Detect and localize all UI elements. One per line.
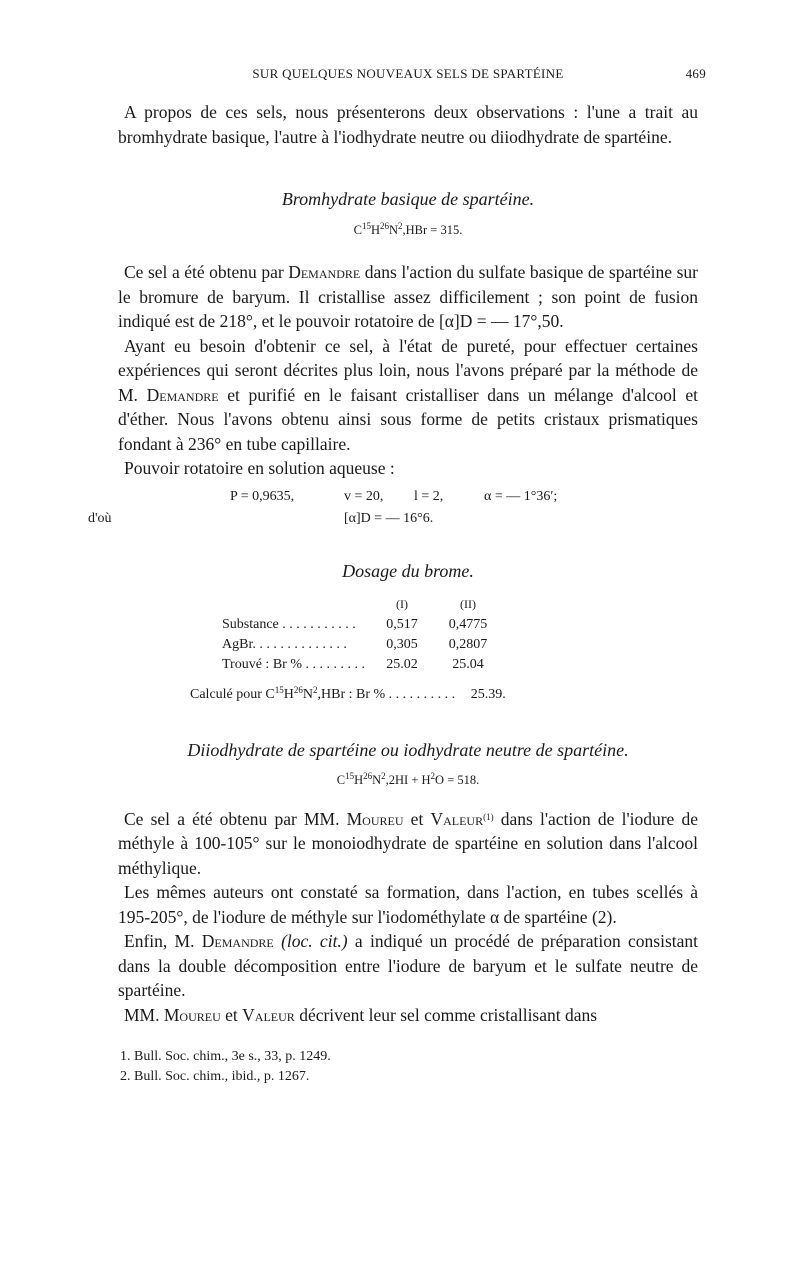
footnote-1: 1. Bull. Soc. chim., 3e s., 33, p. 1249.: [120, 1049, 331, 1064]
text-span: H: [283, 687, 294, 702]
section-title-dosage: Dosage du brome.: [342, 560, 474, 581]
formula-c: C: [353, 222, 362, 237]
text-span: Ce sel a été obtenu par: [124, 262, 289, 282]
formula-n-sub: 2: [398, 220, 403, 231]
table-row: [218, 615, 501, 635]
table-row: [218, 655, 501, 675]
author-name: Demandre: [146, 384, 219, 405]
text-span: Ce sel a été obtenu par MM.: [124, 808, 347, 829]
subscript: 26: [293, 685, 303, 695]
text-span: dans l'action de l'iodure de méthyle à 100-105° sur le monoiodhydrate de spartéine en solution dans l'alcool méthylique.: [118, 808, 698, 878]
paragraph-same-authors: Les mêmes auteurs ont constaté sa formation, dans l'action, en tubes scellés à 195-205°, de l'iodure de méthyle sur l'iodométhylate α de spartéine (2).: [118, 882, 698, 927]
row-label: Substance . . . . . . . . . . .: [222, 617, 356, 632]
row-label: AgBr. . . . . . . . . . . . . .: [222, 637, 347, 652]
row-value-2: 0,2807: [448, 637, 488, 652]
row-value-2: 0,4775: [448, 617, 488, 632]
row-label: Trouvé : Br % . . . . . . . . .: [222, 657, 365, 672]
section-title-bromhydrate: Bromhydrate basique de spartéine.: [281, 189, 535, 209]
calculated-value: 25.39.: [470, 687, 506, 702]
text-span: Enfin, M.: [124, 931, 202, 951]
running-header: [118, 62, 706, 86]
formula-c-sub: 15: [361, 220, 371, 231]
text-span: MM.: [124, 1004, 164, 1025]
formula-n: N: [389, 222, 399, 237]
author-name: Demandre: [201, 931, 274, 951]
author-name: Moureu: [163, 1004, 221, 1025]
calc-result: [α]D = — 16°6.: [344, 510, 434, 526]
row-value-1: 25.02: [386, 657, 418, 672]
formula-h-sub: 26: [363, 771, 373, 781]
page-number: 469: [685, 66, 706, 81]
footnote-2: 2. Bull. Soc. chim., ibid., p. 1267.: [120, 1069, 310, 1084]
author-name: Moureu: [346, 808, 404, 829]
author-name: Demandre: [288, 262, 361, 282]
paragraph-moureu-valeur: [118, 807, 698, 881]
row-value-1: 0,305: [386, 637, 418, 652]
calc-p: P = 0,9635,: [230, 488, 295, 504]
formula-diiodhydrate: [118, 768, 698, 793]
section-title-diiodhydrate: Diiodhydrate de spartéine ou iodhydrate neutre de spartéine.: [187, 739, 629, 760]
formula-h: H: [370, 222, 380, 237]
author-name: Valeur: [242, 1004, 295, 1025]
table-corner: [218, 593, 369, 615]
text-span: et: [403, 808, 431, 829]
subscript: 15: [274, 685, 284, 695]
paragraph-crystallize: [118, 1003, 698, 1028]
text-span: Calculé pour C: [190, 687, 275, 702]
subscript: 2: [313, 685, 318, 695]
text-span: et purifié en le faisant cristalliser dans un mélange d'alcool et d'éther. Nous l'avons obtenu ainsi sous forme de petits cristaux prismatiques fondant à 236° en tube capillaire.: [118, 384, 699, 454]
calc-v: v = 20,: [344, 488, 384, 504]
formula-c: C: [336, 773, 346, 787]
text-span: N: [302, 687, 314, 702]
text-span: Ayant eu besoin d'obtenir ce sel, à l'état de pureté, pour effectuer certaines expériences qui seront décrites plus loin, nous l'avons préparé par la méthode de M.: [118, 335, 698, 405]
formula-h: H: [354, 773, 364, 787]
formula-rest: ,2HI + H: [385, 773, 431, 787]
formula-n: N: [372, 773, 382, 787]
calculated-bromine: [190, 683, 698, 708]
citation: (loc. cit.): [281, 931, 348, 951]
table-row: [218, 635, 501, 655]
text-span: et: [220, 1004, 243, 1025]
text-span: décrivent leur sel comme cristallisant dans: [294, 1004, 598, 1025]
text-span: dans l'action du sulfate basique de spartéine sur le bromure de baryum. Il cristallise assez difficilement ; son point de fusion indiqué est de 218°, et le pouvoir rotatoire de [α]D = — 17°,50.: [118, 262, 698, 331]
dosage-table: [218, 593, 501, 675]
running-title: SUR QUELQUES NOUVEAUX SELS DE SPARTÉINE: [252, 66, 564, 81]
footnote-ref: (1): [483, 811, 494, 822]
formula-n-sub: 2: [381, 771, 386, 781]
table-header-row: [218, 593, 501, 615]
paragraph-demandre-1: [118, 260, 698, 334]
author-name: Valeur: [430, 808, 484, 829]
paragraph-rotatory-power: Pouvoir rotatoire en solution aqueuse :: [124, 458, 395, 478]
formula-h-sub: 26: [380, 220, 389, 231]
column-header-2: (II): [460, 596, 476, 611]
row-value-1: 0,517: [386, 617, 418, 632]
row-value-2: 25.04: [452, 657, 484, 672]
formula-water-sub: 2: [430, 771, 436, 781]
formula-bromhydrate: [118, 218, 698, 243]
formula-end: O = 518.: [435, 773, 480, 787]
formula-c-sub: 15: [345, 771, 355, 781]
column-header-1: (I): [396, 596, 408, 611]
rotation-calculation: [88, 487, 698, 535]
paragraph-preparation: [118, 334, 698, 457]
paragraph-demandre-2: [118, 929, 698, 1003]
calc-alpha: α = — 1°36′;: [484, 488, 558, 504]
calc-l: l = 2,: [414, 488, 444, 504]
document-page: [88, 62, 706, 1087]
text-span: a indiqué un procédé de préparation consistant dans la double décomposition entre l'iodure de baryum et le sulfate neutre de spartéine.: [118, 931, 698, 1000]
formula-rest: ,HBr = 315.: [402, 222, 463, 237]
text-span: ,HBr : Br % . . . . . . . . . .: [317, 687, 456, 702]
footnotes: [118, 1047, 698, 1087]
intro-paragraph: A propos de ces sels, nous présenterons deux observations : l'une a trait au bromhydrate basique, l'autre à l'iodhydrate neutre ou diiodhydrate de spartéine.: [118, 102, 698, 147]
calc-dou: d'où: [88, 510, 112, 526]
